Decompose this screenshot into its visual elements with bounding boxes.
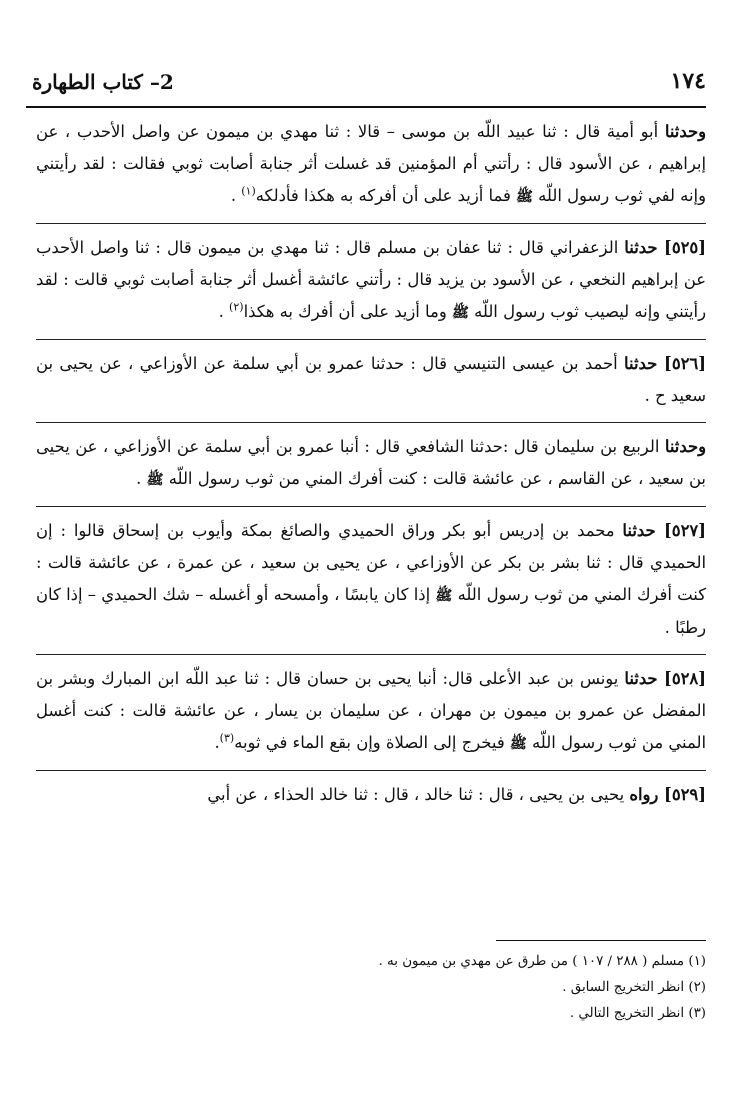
paragraph-text: الربيع بن سليمان قال :حدثنا الشافعي قال : أنبا عمرو بن أبي سلمة عن الأوزاعي ، عن يحيى بن سعيد ، عن القاسم ، عن عائشة قالت : كنت أفرك المني من ثوب رسول اللّه [36, 437, 706, 488]
paragraph-text-continued: إذا كان يابسًا ، وأمسحه أو أغسله – شك الحميدي – إذا كان رطبًا . [36, 585, 706, 637]
narration-lead: وحدثنا [664, 437, 706, 456]
honorific-glyph: ﷺ [516, 189, 533, 205]
honorific-glyph: ﷺ [509, 736, 527, 752]
footnote-ref[interactable]: (٢) [229, 300, 244, 314]
hadith-paragraph [36, 507, 706, 654]
paragraph-tail: . [214, 733, 220, 752]
narration-lead: حدثنا [624, 238, 658, 257]
paragraph-text: أحمد بن عيسى التنيسي قال : حدثنا عمرو بن أبي سلمة عن الأوزاعي ، عن يحيى بن سعيد ح . [36, 354, 706, 405]
hadith-number: [٥٢٦] [657, 354, 706, 373]
paragraph-text: محمد بن إدريس أبو بكر وراق الحميدي والصائغ بمكة وأيوب بن إسحاق قالوا : إن الحميدي قال : ثنا بشر بن بكر عن الأوزاعي ، عن يحيى بن سعيد ، عن عمرة ، عن عائشة قالت : كنت أفرك المني من ثوب رسول اللّه [36, 521, 707, 604]
footnote-ref[interactable]: (١) [241, 184, 256, 198]
narration-lead: حدثنا [624, 354, 658, 373]
paragraph-text: الزعفراني قال : ثنا عفان بن مسلم قال : ثنا مهدي بن ميمون قال : ثنا واصل الأحدب عن إبراهيم النخعي ، عن الأسود بن يزيد قال : رأتني عائشة أغسل أثر جنابة أصابت ثوبي قالت : لقد رأيتني وإنه ليصيب ثوب رسول اللّه [36, 238, 706, 321]
hadith-number: [٥٢٥] [657, 238, 707, 257]
footnote: (٢) انظر التخريج السابق . [562, 980, 706, 995]
hadith-paragraph [36, 340, 706, 422]
hadith-paragraph [36, 423, 706, 506]
narration-lead: حدثنا [622, 521, 656, 540]
paragraph-text: أبو أمية قال : ثنا عبيد اللّه بن موسى – قالا : ثنا مهدي بن ميمون عن واصل الأحدب ، عن إبراهيم ، عن الأسود قال : رأتني أم المؤمنين قد غسلت أثر جنابة أصابت ثوبي فقالت : لقد رأيتني وإنه لفي ثوب رسول اللّه [36, 122, 706, 205]
honorific-glyph: ﷺ [435, 588, 453, 604]
narration-lead: حدثنا [624, 669, 658, 688]
footnote: (١) مسلم ( ٢٨٨ / ١٠٧ ) من طرق عن مهدي بن ميمون به . [378, 954, 706, 969]
footnote-rule [496, 940, 706, 941]
footnote-ref[interactable]: (٣) [219, 731, 235, 745]
hadith-number: [٥٢٧] [655, 521, 706, 540]
hadith-paragraph [36, 116, 706, 223]
paragraph-tail: . [218, 302, 230, 321]
hadith-number: [٥٢٩] [658, 785, 706, 804]
hadith-paragraph [36, 655, 706, 770]
narration-lead: وحدثنا [664, 122, 706, 141]
paragraph-text-continued: فما أزيد على أن أفركه به هكذا فأدلكه [255, 186, 517, 205]
chapter-title: 2– كتاب الطهارة [32, 70, 174, 94]
paragraph-text-continued: وما أزيد على أن أفرك به هكذا [243, 302, 452, 321]
paragraph-text-continued: فيخرج إلى الصلاة وإن بقع الماء في ثوبه [234, 733, 510, 752]
hadith-paragraph [36, 224, 706, 339]
honorific-glyph: ﷺ [146, 472, 164, 488]
honorific-glyph: ﷺ [451, 305, 469, 321]
hadith-text [36, 116, 706, 821]
hadith-paragraph [36, 771, 706, 821]
narration-lead: رواه [629, 785, 659, 804]
page-number: ١٧٤ [670, 68, 706, 94]
footnotes-section [40, 940, 706, 1027]
paragraph-text: يحيى بن يحيى ، قال : ثنا خالد ، قال : ثنا خالد الحذاء ، عن أبي [207, 785, 630, 804]
paragraph-text: يونس بن عبد الأعلى قال: أنبا يحيى بن حسان قال : ثنا عبد اللّه ابن المبارك وبشر بن المفضل عن عمرو بن ميمون بن مهران ، عن سليمان بن يسار ، عن عائشة قالت : كنت أغسل المني من ثوب رسول اللّه [36, 669, 706, 752]
hadith-number: [٥٢٨] [657, 669, 707, 688]
page-header [26, 60, 706, 108]
paragraph-text-continued: . [136, 469, 147, 488]
footnote: (٣) انظر التخريج التالي . [569, 1006, 706, 1021]
paragraph-tail: . [230, 186, 242, 205]
